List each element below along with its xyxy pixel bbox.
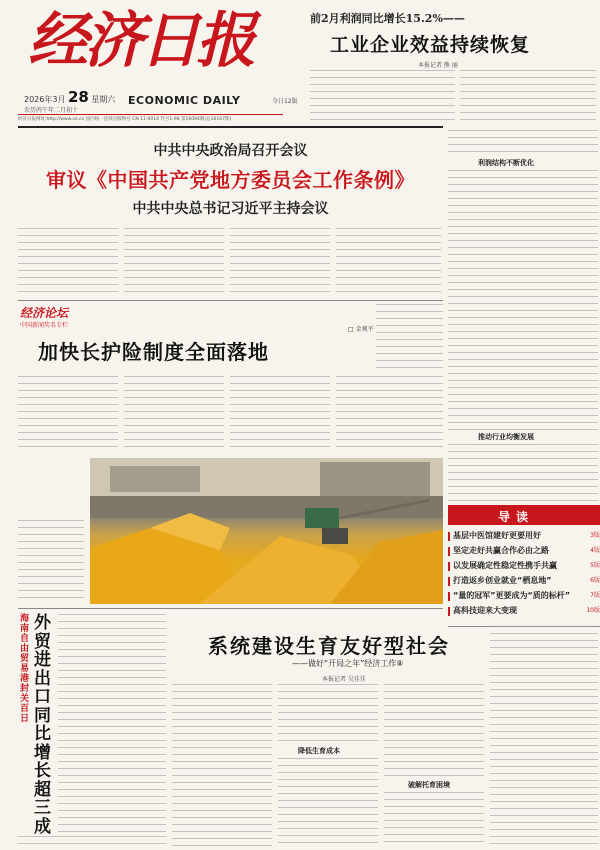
commentary-body-col4	[336, 376, 443, 452]
page-count: 今日12版	[272, 98, 298, 105]
grain-harvest-photo	[90, 458, 443, 604]
guide-item-label: 高科技迎来大变现	[453, 606, 517, 615]
guide-box	[448, 505, 600, 623]
website-url[interactable]: 经济日报网址:http://www.ce.cn	[18, 117, 85, 122]
guide-bullet	[448, 577, 450, 586]
lunar-date: 农历丙午年二月初十	[24, 107, 79, 114]
photo-illustration	[90, 458, 443, 604]
fertility-sub-headline: ——做好“开局之年”经济工作⑧	[292, 659, 404, 668]
lead-kicker: 前2月利润同比增长15.2%——	[310, 12, 465, 25]
english-title: ECONOMIC DAILY	[128, 94, 241, 107]
guide-item[interactable]	[448, 529, 600, 544]
hainan-vertical-headline[interactable]: 外贸进出口同比增长超三成	[34, 613, 51, 837]
guide-list	[448, 529, 600, 623]
commentary-body-col1	[18, 376, 118, 452]
right-body-block2	[448, 170, 598, 430]
guide-item-label: 基层中医馆建好更要用好	[453, 531, 541, 540]
issue-date	[24, 88, 115, 106]
issue-number: 第16094期(总16167期)	[181, 117, 232, 122]
guide-item[interactable]	[448, 589, 600, 604]
lead-headline[interactable]: 工业企业效益持续恢复	[330, 34, 531, 56]
edition-number: 国内统一连续出版物号 CN 11-0014	[85, 117, 159, 122]
guide-item-page: 5版	[590, 562, 600, 569]
guide-item-page: 4版	[590, 547, 600, 554]
fertility-story	[172, 612, 600, 848]
lead-story	[308, 0, 600, 125]
guide-item-label: “量的冠军”更要成为“质的标杆”	[453, 591, 571, 600]
guide-item-page: 3版	[590, 532, 600, 539]
fertility-byline: 本报记者 吴佳佳	[322, 676, 366, 683]
fertility-body-col2a	[278, 684, 378, 742]
hainan-body-top	[58, 614, 166, 834]
lead-body-col1	[310, 70, 455, 122]
right-section-heading-1: 利润结构不断优化	[478, 158, 534, 167]
guide-item-page: 6版	[590, 577, 600, 584]
fertility-body-col2b	[278, 758, 378, 848]
commentary-column-subtitle: 中国新闻奖名专栏	[20, 322, 69, 329]
masthead-rule	[18, 114, 283, 115]
fertility-body-col3b	[384, 792, 484, 848]
politburo-body-col3	[230, 228, 330, 296]
guide-item-page: 10版	[586, 607, 600, 614]
fertility-body-col1	[172, 684, 272, 848]
commentary-column-name: 经济论坛	[20, 306, 69, 320]
guide-item[interactable]	[448, 574, 600, 589]
lead-byline: 本报记者 熊 丽	[418, 62, 458, 69]
commentary-body-col2	[124, 376, 224, 452]
commentary-top-rule	[18, 300, 443, 301]
guide-title-bar	[448, 505, 600, 525]
commentary-body-col3	[230, 376, 330, 452]
commentary-side-col	[376, 304, 443, 370]
date-weekday: 星期六	[91, 95, 116, 104]
guide-item-page: 7版	[590, 592, 600, 599]
commentary-author: □ 金观平	[348, 326, 374, 333]
politburo-sub-headline: 中共中央总书记习近平主持会议	[132, 201, 329, 217]
guide-bullet	[448, 592, 450, 601]
politburo-pre-headline: 中共中央政治局召开会议	[153, 143, 308, 159]
commentary	[18, 300, 443, 455]
right-section-heading-2: 推动行业均衡发展	[478, 432, 534, 441]
guide-item-label: 以发展确定性稳定性携手共赢	[453, 561, 557, 570]
guide-item-label: 坚定走好共赢合作必由之路	[453, 546, 549, 555]
politburo-story	[18, 130, 443, 300]
fertility-section-heading-1: 降低生育成本	[298, 746, 340, 755]
bottom-divider	[18, 608, 443, 609]
right-body-block3	[448, 444, 598, 504]
lead-body-col2	[460, 70, 596, 122]
guide-bullet	[448, 562, 450, 571]
politburo-body-col2	[124, 228, 224, 296]
fertility-body-col4	[490, 626, 598, 848]
date-day: 28	[68, 88, 89, 106]
guide-title: 导读	[498, 510, 535, 524]
politburo-body-col4	[336, 228, 441, 296]
hainan-body-bottom	[18, 836, 166, 848]
guide-item[interactable]	[448, 544, 600, 559]
fertility-headline[interactable]: 系统建设生育友好型社会	[208, 634, 450, 658]
hainan-vertical-kicker: 海南自由贸易港封关百日	[20, 614, 30, 724]
fertility-section-heading-2: 破解托育困境	[408, 780, 450, 789]
date-month: 2026年3月	[24, 95, 66, 104]
right-column	[448, 130, 600, 505]
postal-code: 代号1-98	[160, 117, 180, 122]
guide-bullet	[448, 547, 450, 556]
masthead-divider	[18, 126, 443, 128]
guide-bullet	[448, 532, 450, 541]
masthead-info-strip	[18, 116, 308, 122]
photo-caption	[18, 520, 84, 604]
newspaper-logo: 经济日报	[28, 6, 252, 76]
guide-item-label: 打造返乡创业就业“栖息地”	[453, 576, 552, 585]
guide-item[interactable]	[448, 559, 600, 574]
fertility-body-col3a	[384, 684, 484, 776]
commentary-headline[interactable]: 加快长护险制度全面落地	[38, 340, 269, 364]
hainan-story	[18, 612, 168, 848]
right-body-block1	[448, 130, 598, 154]
politburo-headline[interactable]: 审议《中国共产党地方委员会工作条例》	[46, 168, 415, 192]
politburo-body-col1	[18, 228, 118, 296]
